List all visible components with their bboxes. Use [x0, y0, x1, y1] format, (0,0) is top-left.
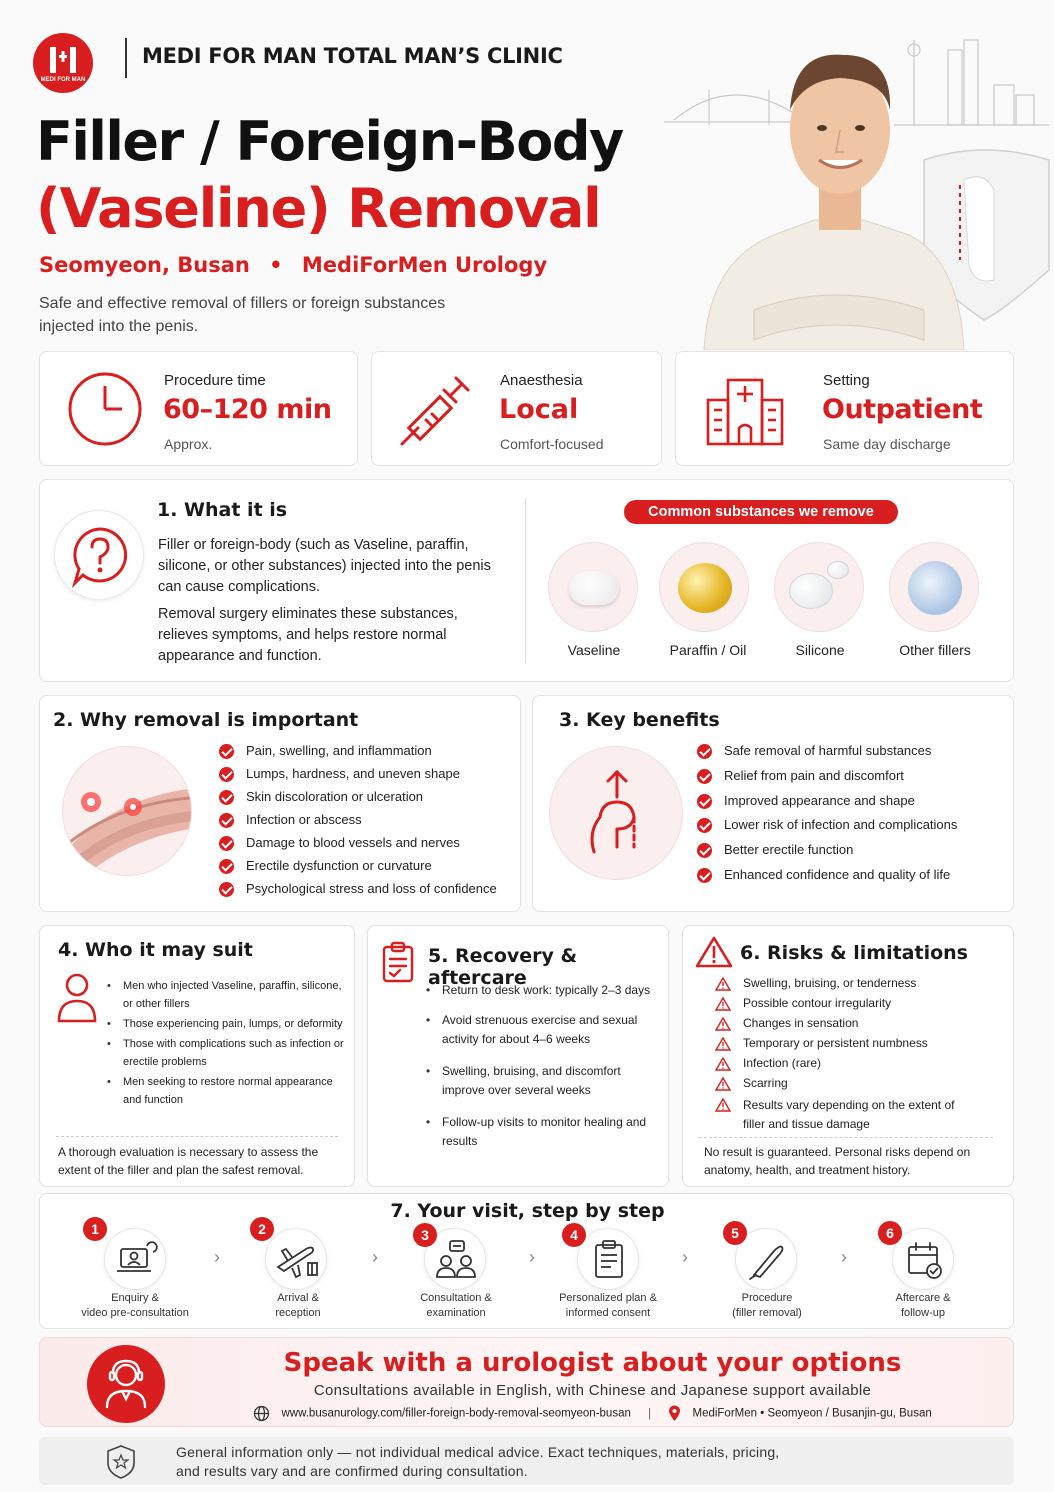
header-divider	[125, 38, 127, 78]
clipboard-icon	[381, 941, 415, 983]
stat-label: Anaesthesia	[500, 372, 583, 389]
section-risks	[682, 925, 1014, 1187]
step-4-circle	[577, 1228, 639, 1290]
list-item: Better erectile function	[697, 842, 957, 867]
step-label: Arrival & reception	[275, 1292, 321, 1319]
location-line	[39, 253, 547, 277]
location-bullet: •	[269, 253, 283, 277]
cta-banner	[39, 1337, 1014, 1427]
warning-icon	[715, 1077, 731, 1091]
hospital-icon	[702, 366, 788, 446]
cta-subtext: Consultations available in English, with Chinese and Japanese support available	[313, 1382, 872, 1399]
section-title: 7. Your visit, step by step	[390, 1200, 665, 1222]
tissue-illustration	[62, 746, 192, 876]
silicone-drop	[774, 542, 864, 632]
location-pin-icon	[668, 1405, 681, 1422]
step-2-circle	[265, 1228, 327, 1290]
list-item: Enhanced confidence and quality of life	[697, 867, 957, 892]
check-icon	[219, 836, 234, 851]
intro-line-1: Safe and effective removal of fillers or foreign substances	[39, 295, 446, 312]
section-title: 4. Who it may suit	[58, 939, 253, 961]
list-item: Damage to blood vessels and nerves	[219, 835, 497, 858]
section-why-removal	[39, 695, 521, 912]
list-item: Infection or abscess	[219, 812, 497, 835]
syringe-icon	[398, 368, 478, 448]
step-number: 5	[723, 1221, 747, 1245]
logo-text: MEDI FOR MAN	[40, 77, 86, 83]
disclaimer-line-2: and results vary and are confirmed during consultation.	[176, 1463, 528, 1479]
why-list	[219, 743, 497, 904]
warning-icon	[715, 997, 731, 1011]
stat-card-setting	[675, 351, 1014, 466]
list-item: • Those with complications such as infection or erectile problems	[107, 1035, 347, 1071]
intro-text	[39, 292, 445, 338]
substance-label: Vaseline	[567, 642, 621, 658]
substance-paraffin	[659, 542, 754, 658]
risks-list	[715, 976, 1007, 1134]
stat-note: Comfort-focused	[500, 436, 604, 452]
website-link[interactable]: www.busanurology.com/filler-foreign-body-removal-seomyeon-busan	[281, 1407, 631, 1420]
stat-value: Local	[499, 394, 579, 425]
substance-silicone	[774, 542, 866, 658]
stat-note: Approx.	[164, 436, 213, 452]
list-item: Possible contour irregularity	[715, 996, 1007, 1016]
section-steps	[39, 1193, 1014, 1329]
check-icon	[219, 813, 234, 828]
stat-value: 60–120 min	[163, 394, 332, 425]
step-1-circle	[104, 1228, 166, 1290]
benefits-list	[697, 743, 957, 892]
what-para-2: Removal surgery eliminates these substances, relieves symptoms, and helps restore normal appearance and function.	[158, 606, 458, 664]
list-item: Improved appearance and shape	[697, 793, 957, 818]
check-icon	[697, 868, 712, 883]
globe-icon	[253, 1405, 270, 1422]
chevron-right-icon: ›	[214, 1247, 220, 1267]
warning-icon	[715, 1057, 731, 1071]
substances-badge: Common substances we remove	[624, 500, 898, 524]
section-recovery	[367, 925, 669, 1187]
list-item: Erectile dysfunction or curvature	[219, 858, 497, 881]
intro-line-2: injected into the penis.	[39, 318, 199, 335]
airplane-icon	[266, 1229, 328, 1291]
dashed-divider	[699, 1137, 993, 1138]
clock-icon	[66, 370, 144, 448]
list-item: Swelling, bruising, or tenderness	[715, 976, 1007, 996]
question-icon	[54, 510, 144, 600]
list-item: • Follow-up visits to monitor healing and results	[426, 1113, 662, 1151]
clinic-logo	[33, 33, 93, 93]
check-icon	[697, 744, 712, 759]
stat-note: Same day discharge	[823, 436, 951, 452]
list-item: • Men seeking to restore normal appearance and function	[107, 1073, 347, 1109]
dashed-divider	[56, 1136, 338, 1137]
list-item: • Swelling, bruising, and discomfort improve over several weeks	[426, 1062, 662, 1100]
check-icon	[697, 769, 712, 784]
check-icon	[219, 767, 234, 782]
page-title-line2: (Vaseline) Removal	[36, 177, 601, 240]
shield-star-icon	[104, 1443, 138, 1481]
list-item: • Men who injected Vaseline, paraffin, silicone, or other fillers	[107, 977, 347, 1013]
hero-illustration	[664, 10, 1054, 350]
address-text: MediForMen • Seomyeon / Busanjin-gu, Busan	[692, 1407, 932, 1420]
chevron-right-icon: ›	[841, 1247, 847, 1267]
check-icon	[697, 794, 712, 809]
substance-label: Silicone	[795, 642, 845, 658]
stat-label: Setting	[823, 372, 870, 389]
stat-value: Outpatient	[822, 394, 983, 425]
disclaimer-bar	[39, 1437, 1014, 1485]
check-icon	[219, 744, 234, 759]
section-title: 5. Recovery & aftercare	[428, 945, 578, 989]
section-key-benefits	[532, 695, 1014, 912]
who-note: A thorough evaluation is necessary to assess the extent of the filler and plan the safest removal.	[58, 1145, 319, 1177]
section-who-may-suit	[39, 925, 355, 1187]
risks-note: No result is guaranteed. Personal risks depend on anatomy, health, and treatment history.	[704, 1145, 971, 1177]
list-item: Safe removal of harmful substances	[697, 743, 957, 768]
warning-icon	[695, 935, 733, 969]
section-title: 2. Why removal is important	[53, 709, 359, 731]
list-item: Pain, swelling, and inflammation	[219, 743, 497, 766]
laptop-consult-icon	[105, 1229, 167, 1291]
list-item: • Those experiencing pain, lumps, or deformity	[107, 1015, 347, 1033]
stat-label: Procedure time	[164, 372, 266, 389]
section-title: 6. Risks & limitations	[740, 942, 968, 964]
what-para-1: Filler or foreign-body (such as Vaseline, paraffin, silicone, or other substances) injected into the penis can cause complications.	[158, 537, 491, 595]
stat-card-anaesthesia	[371, 351, 662, 466]
contact-separator: |	[648, 1407, 652, 1420]
who-list	[107, 977, 347, 1109]
cta-contact-row	[190, 1405, 995, 1422]
cta-heading: Speak with a urologist about your options	[283, 1348, 902, 1378]
warning-icon	[715, 1017, 731, 1031]
doctor-avatar	[87, 1345, 165, 1423]
chevron-right-icon: ›	[682, 1247, 688, 1267]
stat-card-procedure-time	[39, 351, 358, 466]
page-title-line1: Filler / Foreign-Body	[36, 110, 623, 173]
step-label: Enquiry & video pre-consultation	[81, 1292, 189, 1319]
chevron-right-icon: ›	[529, 1247, 535, 1267]
clinic-name: MEDI FOR MAN TOTAL MAN’S CLINIC	[142, 44, 563, 68]
substance-vaseline	[548, 542, 640, 658]
list-item: Psychological stress and loss of confidence	[219, 881, 497, 904]
step-label: Aftercare & follow-up	[895, 1292, 951, 1319]
list-item: Relief from pain and discomfort	[697, 768, 957, 793]
step-number: 1	[83, 1217, 107, 1241]
doctor-icon	[87, 1345, 165, 1423]
warning-icon	[715, 1098, 731, 1112]
list-item: Skin discoloration or ulceration	[219, 789, 497, 812]
list-item: • Return to desk work: typically 2–3 days	[426, 981, 662, 1000]
paraffin-drop	[659, 542, 749, 632]
recovery-list	[426, 981, 662, 1151]
step-label: Personalized plan & informed consent	[559, 1292, 657, 1319]
vertical-divider	[525, 498, 526, 663]
step-number: 6	[878, 1221, 902, 1245]
list-item: Changes in sensation	[715, 1016, 1007, 1036]
step-label: Procedure (filler removal)	[732, 1292, 802, 1319]
clipboard-plan-icon	[578, 1229, 640, 1291]
section-what-it-is	[39, 479, 1014, 682]
step-number: 2	[250, 1217, 274, 1241]
list-item: Lower risk of infection and complications	[697, 817, 957, 842]
improvement-icon	[549, 746, 683, 880]
step-6-circle	[892, 1228, 954, 1290]
step-label: Consultation & examination	[420, 1292, 492, 1319]
list-item: Temporary or persistent numbness	[715, 1036, 1007, 1056]
substance-other	[889, 542, 985, 658]
chevron-right-icon: ›	[372, 1247, 378, 1267]
clinic-subname: MediForMen Urology	[301, 253, 548, 277]
check-icon	[219, 859, 234, 874]
substance-label: Paraffin / Oil	[669, 642, 747, 658]
section-title: 3. Key benefits	[559, 709, 720, 731]
substance-label: Other fillers	[899, 642, 971, 658]
other-filler-drop	[889, 542, 979, 632]
location-text: Seomyeon, Busan	[39, 253, 250, 277]
warning-icon	[715, 1037, 731, 1051]
check-icon	[219, 790, 234, 805]
list-item: Results vary depending on the extent of filler and tissue damage	[715, 1096, 1007, 1134]
person-icon	[56, 971, 98, 1023]
check-icon	[219, 882, 234, 897]
check-icon	[697, 843, 712, 858]
list-item: Scarring	[715, 1076, 1007, 1096]
warning-icon	[715, 977, 731, 991]
list-item: • Avoid strenuous exercise and sexual activity for about 4–6 weeks	[426, 1011, 662, 1049]
vaseline-blob	[548, 542, 638, 632]
list-item: Infection (rare)	[715, 1056, 1007, 1076]
check-icon	[697, 818, 712, 833]
step-number: 3	[413, 1223, 437, 1247]
section-title: 1. What it is	[157, 499, 288, 521]
disclaimer-line-1: General information only — not individual medical advice. Exact techniques, materials, pricing,	[176, 1444, 780, 1460]
list-item: Lumps, hardness, and uneven shape	[219, 766, 497, 789]
step-number: 4	[562, 1223, 586, 1247]
calendar-check-icon	[893, 1229, 955, 1291]
disclaimer-text	[176, 1443, 779, 1481]
